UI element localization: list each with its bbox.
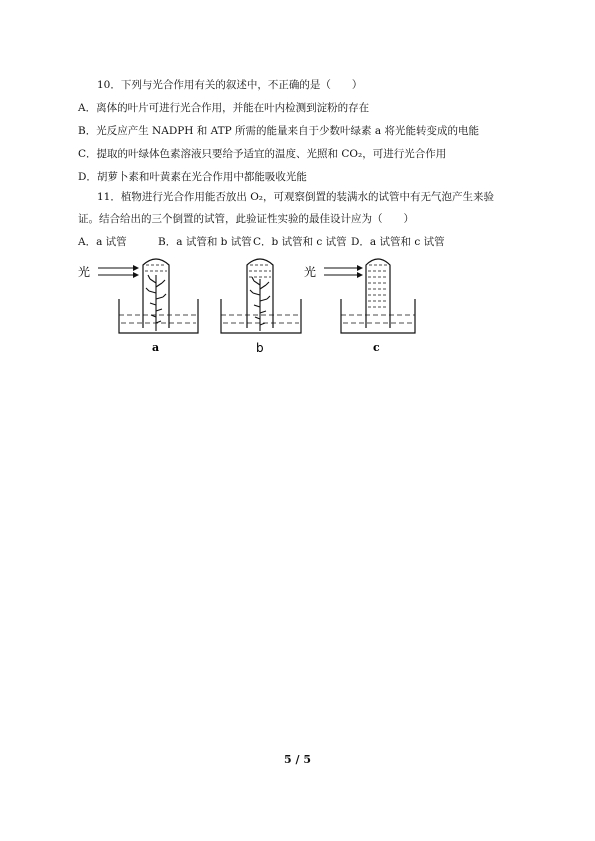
question-11-option-d: D．a 试管和 c 试管 [351,236,445,248]
beaker-b [221,299,301,333]
page-number: 5 / 5 [284,753,311,766]
tube-label-c: c [373,341,380,354]
tube-label-b: b [256,341,264,355]
question-11-option-b: B．a 试管和 b 试管 [158,236,252,248]
question-11-option-c: C．b 试管和 c 试管 [253,236,347,248]
light-label-a: 光 [78,265,91,279]
question-10-stem: 10．下列与光合作用有关的叙述中，不正确的是（ ） [97,79,363,91]
test-tube-c [366,259,390,328]
question-10-option-a: A．离体的叶片可进行光合作用，并能在叶内检测到淀粉的存在 [78,102,370,114]
test-tube-figure [76,253,416,358]
question-10-option-d: D．胡萝卜素和叶黄素在光合作用中都能吸收光能 [78,171,307,183]
apparatus-c [304,259,415,354]
question-11-option-a: A．a 试管 [78,236,127,248]
tube-label-a: a [152,341,160,354]
apparatus-b [221,259,301,355]
beaker-c [341,299,415,333]
question-10-option-b: B．光反应产生 NADPH 和 ATP 所需的能量来自于少数叶绿素 a 将光能转变成的电能 [78,125,479,137]
light-label-c: 光 [304,265,317,279]
beaker-a [119,299,198,333]
question-10-option-c: C．提取的叶绿体色素溶液只要给予适宜的温度、光照和 CO₂，可进行光合作用 [78,148,447,160]
question-11-stem-line2: 证。结合给出的三个倒置的试管，此验证性实验的最佳设计应为（ ） [78,213,414,225]
apparatus-a [78,259,198,354]
question-11-stem-line1: 11．植物进行光合作用能否放出 O₂，可观察倒置的装满水的试管中有无气泡产生来验 [97,191,495,203]
